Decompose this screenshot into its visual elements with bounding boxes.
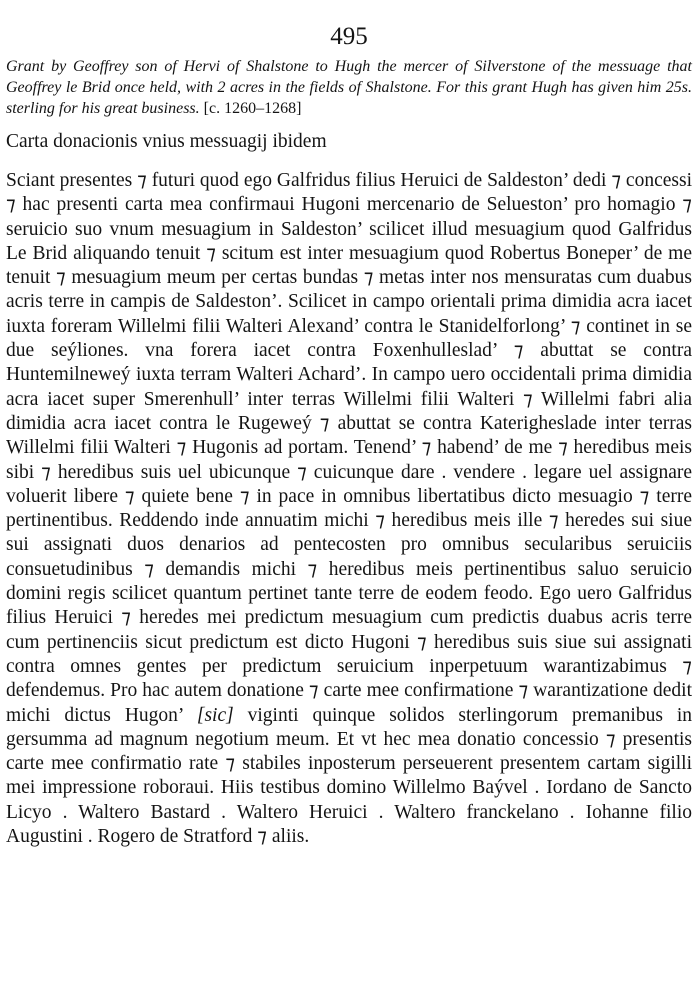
charter-heading: Carta donacionis vnius messuagij ibidem [6, 131, 327, 152]
summary-date: [c. 1260–1268] [203, 100, 302, 117]
charter-summary [6, 56, 692, 119]
charter-text [6, 169, 692, 849]
sic-marker: [sic] [196, 704, 234, 726]
summary-text: Grant by Geoffrey son of Hervi of Shalstone to Hugh the mercer of Silverstone of the messuage that Geoffrey le Brid once held, with 2 acres in the fields of Shalstone. For this grant Hugh has given him 25s. sterling for his great business. [6, 58, 692, 117]
charter-text-main: Sciant presentes ⁊ futuri quod ego Galfridus filius Heruici de Saldeston’ dedi ⁊ concessi ⁊ hac presenti carta mea confirmaui Hugoni mercenario de Selueston’ pro homagio ⁊ seruicio suo vnum mesuagium in Saldeston’ scilicet illud mesuagium quod Galfridus Le Brid aliquando tenuit ⁊ scitum est inter mesuagium quod Robertus Boneper’ de me tenuit ⁊ mesuagium meum per certas bundas ⁊ metas inter nos mensuratas cum duabus acris terre in campis de Saldeston’. Scilicet in campo orientali prima dimidia acra iacet iuxta foreram Willelmi filii Walteri Alexand’ contra le Stanidelforlong’ ⁊ continet in se due seýliones. vna forera iacet contra Foxenhulleslad’ ⁊ abuttat se contra Huntemilneweý iuxta terram Walteri Achard’. In campo uero occidentali prima dimidia acra iacet super Smerenhull’ inter terras Willelmi filii Walteri ⁊ Willelmi fabri alia dimidia acra iacet contra le Rugeweý ⁊ abuttat se contra Katerigheslade inter terras Willelmi filii Walteri ⁊ Hugonis ad portam. Tenend’ ⁊ habend’ de me ⁊ heredibus meis sibi ⁊ heredibus suis uel ubicunque ⁊ cuicunque dare . vendere . legare uel assignare voluerit libere ⁊ quiete bene ⁊ in pace in omnibus libertatibus dicto mesuagio ⁊ terre pertinentibus. Reddendo inde annuatim michi ⁊ heredibus meis ille ⁊ heredes sui siue sui assignati duos denarios ad pentecosten pro omnibus secularibus seruiciis consuetudinibus ⁊ demandis michi ⁊ heredibus meis pertinentibus saluo seruicio domini regis scilicet quantum pertinet tante terre de eodem feodo. Ego uero Galfridus filius Heruici ⁊ heredes mei predictum mesuagium cum predictis duabus acris terre cum pertinenciis sicut predictum est dicto Hugoni ⁊ heredibus suis siue sui assignati contra omnes gentes per predictum seruicium inperpetuum warantizabimus ⁊ defendemus. Pro hac autem donatione ⁊ carte mee confirmatione ⁊ warantizatione dedit michi dictus Hugon’ [6, 170, 692, 726]
page-number: 495 [330, 23, 368, 50]
charter-text-end: viginti quinque solidos sterlingorum premanibus in gersumma ad magnum negotium meum. Et vt hec mea donatio concessio ⁊ presentis carte mee confirmatio rate ⁊ stabiles inposterum perseuerent presentem cartam sigilli mei impressione roboraui. Hiis testibus domino Willelmo Baývel . Iordano de Sancto Licyo . Waltero Bastard . Waltero Heruici . Waltero franckelano . Iohanne filio Augustini . Rogero de Stratford ⁊ aliis. [6, 704, 693, 848]
